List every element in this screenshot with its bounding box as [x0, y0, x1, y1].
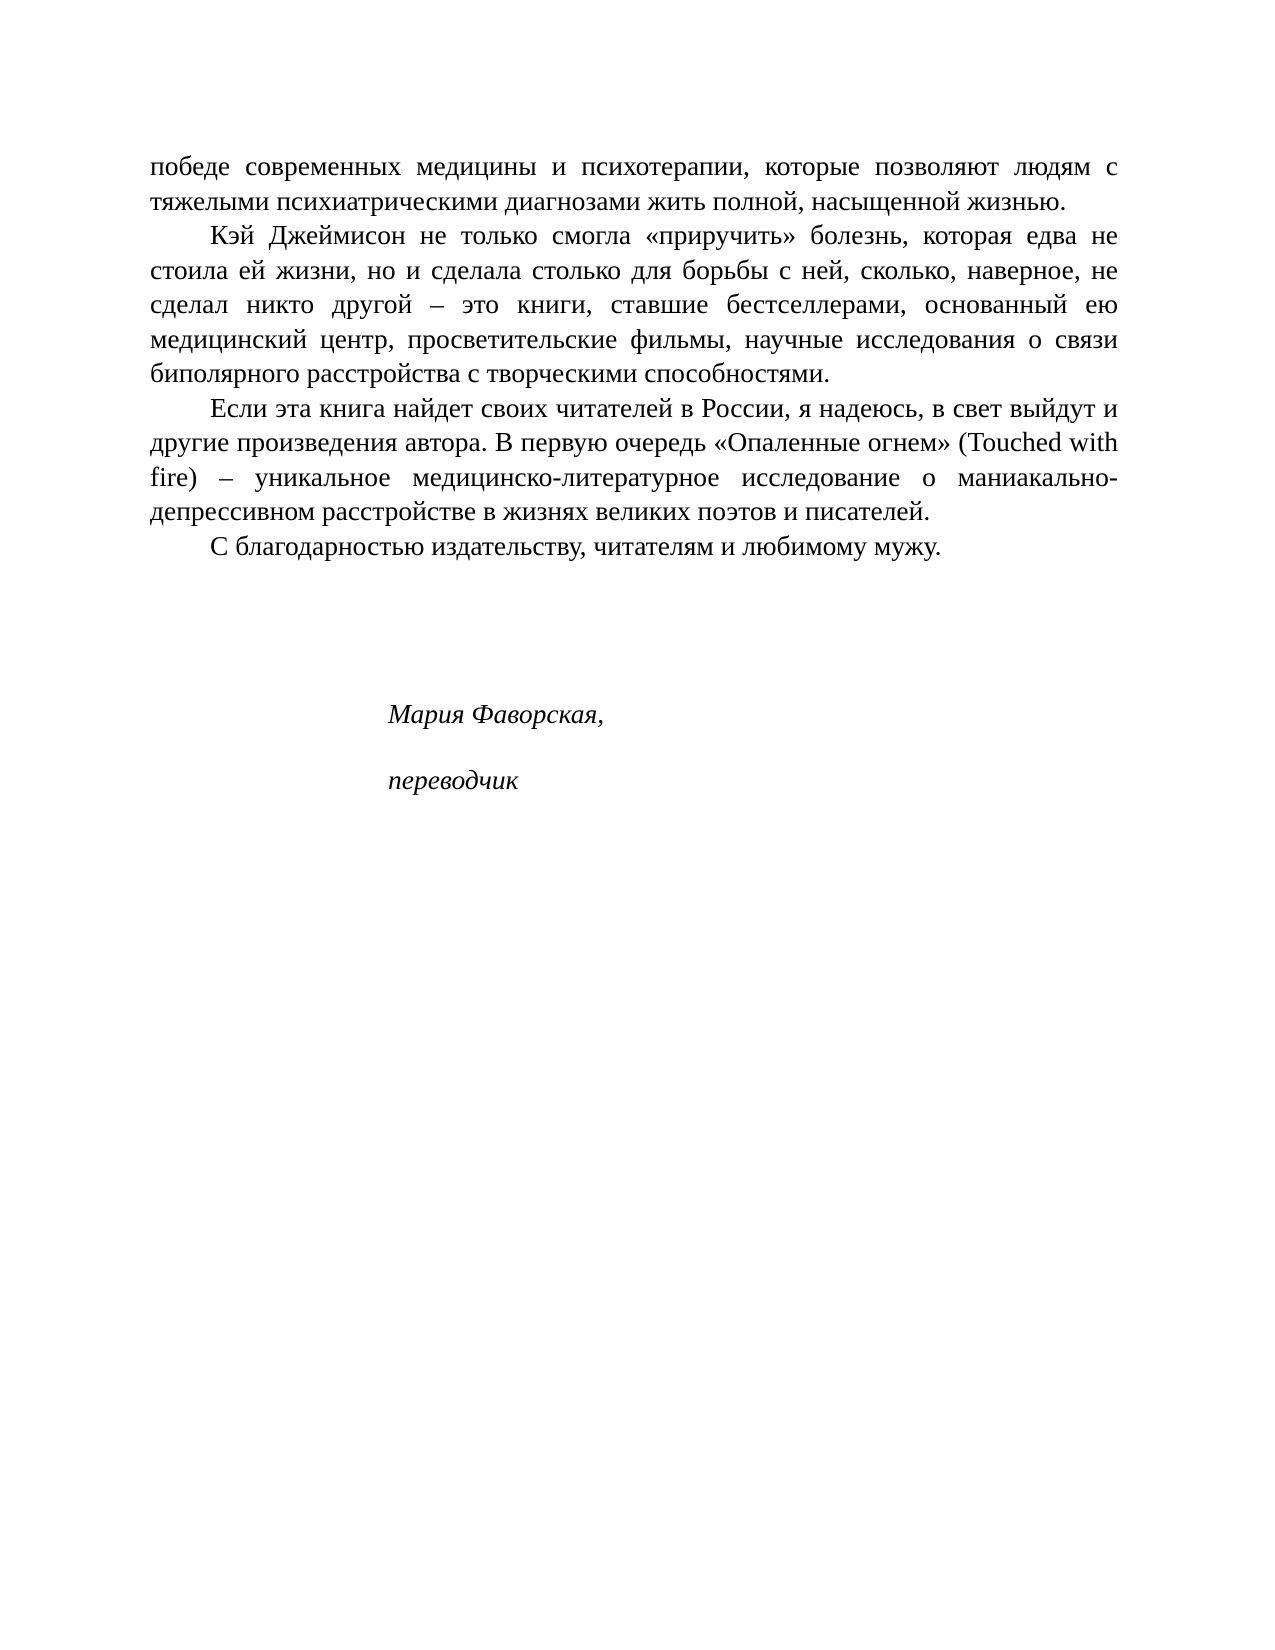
paragraph-continuation: победе современных медицины и психотерапии, которые позволяют людям с тяжелыми психиатрическими диагнозами жить полной, насыщенной жизнью.	[150, 150, 1118, 216]
signature-role: переводчик	[388, 764, 519, 795]
paragraph-gratitude: С благодарностью издательству, читателям и любимому мужу.	[210, 529, 942, 561]
body-text	[150, 149, 1118, 563]
signature-name: Мария Фаворская,	[388, 698, 605, 729]
paragraph-jamison: Кэй Джеймисон не только смогла «приручить» болезнь, которая едва не стоила ей жизни, но и сделала столько для борьбы с ней, сколько, наверное, не сделал никто другой – это книги, ставшие бестселлерами, основанный ею медицинский центр, просветительские фильмы, научные исследования о связи биполярного расстройства с творческими способностями.	[150, 219, 1118, 388]
paragraph-russia: Если эта книга найдет своих читателей в России, я надеюсь, в свет выйдут и другие произведения автора. В первую очередь «Опаленные огнем» (Touched with fire) – уникальное медицинско-литературное исследование о маниакально-депрессивном расстройстве в жизнях великих поэтов и писателей.	[150, 391, 1118, 526]
